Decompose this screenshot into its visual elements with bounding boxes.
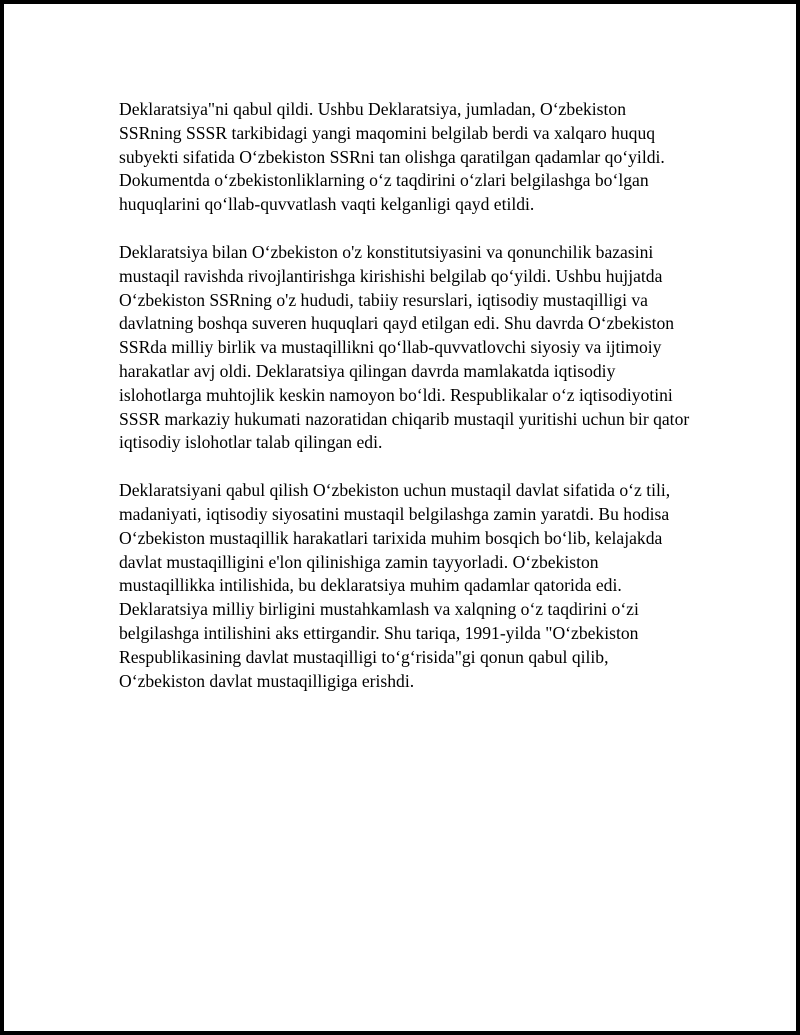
paragraph-2: Deklaratsiya bilan O‘zbekiston o'z konstitutsiyasini va qonunchilik bazasini mustaqil ravishda rivojlantirishga kirishishi belgilab qo‘yildi. Ushbu hujjatda O‘zbekiston SSRning o'z hududi, tabiiy resurslari, iqtisodiy mustaqilligi va davlatning boshqa suveren huquqlari qayd etilgan edi. Shu davrda O‘zbekiston SSRda milliy birlik va mustaqillikni qo‘llab-quvvatlovchi siyosiy va ijtimoiy harakatlar avj oldi. Deklaratsiya qilingan davrda mamlakatda iqtisodiy islohotlarga muhtojlik keskin namoyon bo‘ldi. Respublikalar o‘z iqtisodiyotini SSSR markaziy hukumati nazoratidan chiqarib mustaqil yuritishi uchun bir qator iqtisodiy islohotlar talab qilingan edi. <box>119 241 690 453</box>
paragraph-3: Deklaratsiyani qabul qilish O‘zbekiston uchun mustaqil davlat sifatida o‘z tili, madaniyati, iqtisodiy siyosatini mustaqil belgilashga zamin yaratdi. Bu hodisa O‘zbekiston mustaqillik harakatlari tarixida muhim bosqich bo‘lib, kelajakda davlat mustaqilligini e'lon qilinishiga zamin tayyorladi. O‘zbekiston mustaqillikka intilishida, bu deklaratsiya muhim qadamlar qatorida edi. Deklaratsiya milliy birligini mustahkamlash va xalqning o‘z taqdirini o‘zi belgilashga intilishini aks ettirgandir. Shu tariqa, 1991-yilda "O‘zbekiston Respublikasining davlat mustaqilligi to‘g‘risida"gi qonun qabul qilib, O‘zbekiston davlat mustaqilligiga erishdi. <box>119 480 671 691</box>
paragraph-1: Deklaratsiya"ni qabul qildi. Ushbu Deklaratsiya, jumladan, O‘zbekiston SSRning SSSR tarkibidagi yangi maqomini belgilab berdi va xalqaro huquq subyekti sifatida O‘zbekiston SSRni tan olishga qaratilgan qadamlar qo‘yildi. Dokumentda o‘zbekistonliklarning o‘z taqdirini o‘zlari belgilashga bo‘lgan huquqlarini qo‘llab-quvvatlash vaqti kelganligi qayd etildi. <box>119 99 665 215</box>
document-body <box>119 98 691 717</box>
